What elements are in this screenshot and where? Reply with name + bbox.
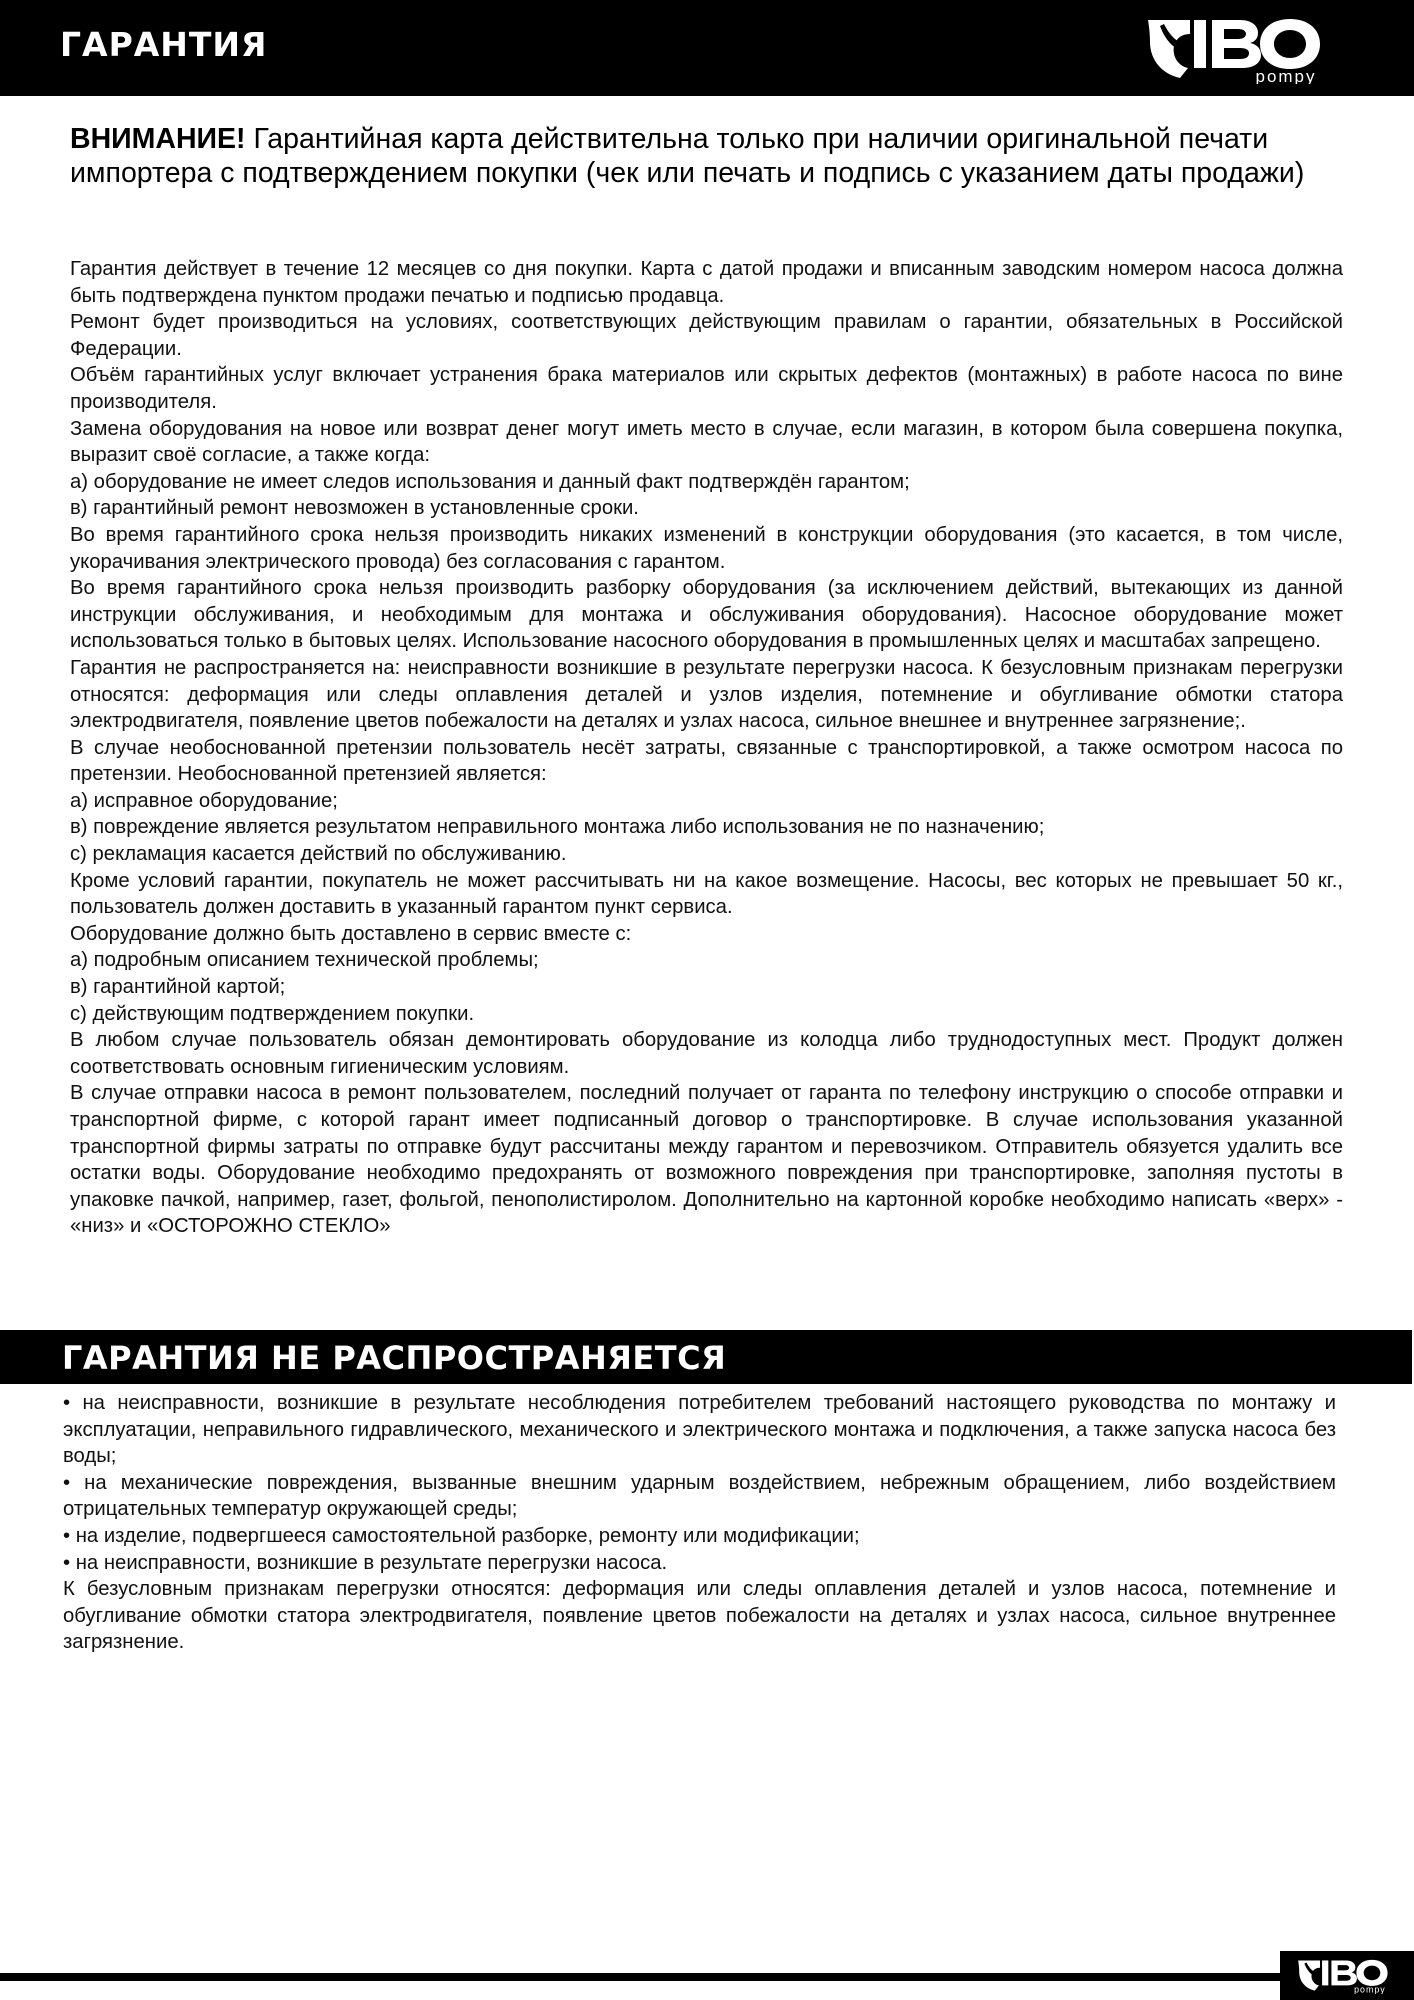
warranty-notice: [70, 122, 1340, 190]
exclusions-list: [63, 1390, 1336, 1656]
footer-ibo-logo: [1294, 1956, 1398, 1994]
warranty-paragraph: Гарантия действует в течение 12 месяцев со дня покупки. Карта с датой продажи и вписанным заводским номером насоса должна быть подтверждена пунктом продажи печатью и подписью продавца.: [70, 258, 1343, 307]
warranty-paragraph: Замена оборудования на новое или возврат денег могут иметь место в случае, если магазин, в котором была совершена покупка, выразит своё согласие, а также когда:: [70, 417, 1343, 467]
warranty-paragraph: Объём гарантийных услуг включает устранения брака материалов или скрытых дефектов (монтажных) в работе насоса по вине производителя.: [70, 364, 1343, 413]
warranty-paragraph: в) повреждение является результатом неправильного монтажа либо использования не по назначению;: [70, 816, 1045, 839]
exclusion-item: • на механические повреждения, вызванные внешним ударным воздействием, небрежным обращением, либо воздействием отрицательных температур окружающей среды;: [63, 1471, 1336, 1521]
warranty-terms: [70, 256, 1343, 1240]
warranty-paragraph: Ремонт будет производиться на условиях, соответствующих действующим правилам о гарантии, обязательных в Российской Федерации.: [70, 311, 1343, 360]
warranty-paragraph: а) исправное оборудование;: [70, 789, 338, 812]
footer-rule: [0, 1973, 1414, 1981]
warranty-paragraph: Оборудование должно быть доставлено в сервис вместе с:: [70, 922, 632, 945]
warranty-paragraph: Кроме условий гарантии, покупатель не может рассчитывать ни на какое возмещение. Насосы, вес которых не превышает 50 кг., пользователь должен доставить в указанный гарантом пункт сервиса.: [70, 869, 1343, 919]
warranty-paragraph: в) гарантийной картой;: [70, 976, 286, 999]
exclusion-item: • на изделие, подвергшееся самостоятельной разборке, ремонту или модификации;: [63, 1524, 860, 1547]
warranty-paragraph: с) рекламация касается действий по обслуживанию.: [70, 843, 567, 866]
warranty-paragraph: в) гарантийный ремонт невозможен в установленные сроки.: [70, 497, 639, 520]
exclusion-item: • на неисправности, возникшие в результате перегрузки насоса.: [63, 1551, 668, 1574]
footer-logo-box: [1280, 1951, 1414, 2000]
footer-logo-subtext: pompy: [1354, 1984, 1386, 1994]
warranty-paragraph: а) оборудование не имеет следов использования и данный факт подтверждён гарантом;: [70, 470, 910, 493]
section-title: ГАРАНТИЯ НЕ РАСПРОСТРАНЯЕТСЯ: [62, 1339, 727, 1377]
warranty-paragraph: В случае отправки насоса в ремонт пользователем, последний получает от гаранта по телефону инструкцию о способе отправки и транспортной фирме, с которой гарант имеет подписанный договор о транспортировке. В случае использования указанной транспортной фирмы затраты по отправке будут рассчитаны между гарантом и перевозчиком. Отправитель обязуется удалить все остатки воды. Оборудование необходимо предохранять от возможного повреждения при транспортировке, заполняя пустоты в упаковке пачкой, например, газет, фольгой, пенополистиролом. Дополнительно на картонной коробке необходимо написать «верх» - «низ» и «ОСТОРОЖНО СТЕКЛО»: [70, 1082, 1343, 1238]
warranty-paragraph: Во время гарантийного срока нельзя производить никаких изменений в конструкции оборудования (это касается, в том числе, укорачивания электрического провода) без согласования с гарантом.: [70, 523, 1343, 573]
exclusion-item: К безусловным признакам перегрузки относятся: деформация или следы оплавления деталей и узлов насоса, потемнение и обугливание обмотки статора электродвигателя, появление цветов побежалости на деталях и узлах насоса, сильное внутреннее загрязнение.: [63, 1578, 1336, 1654]
warranty-paragraph: Гарантия не распространяется на: неисправности возникшие в результате перегрузки насоса. К безусловным признакам перегрузки относятся: деформация или следы оплавления деталей и узлов изделия, потемнение и обугливание обмотки статора электродвигателя, появление цветов побежалости на деталях и узлах насоса, сильное внешнее и внутреннее загрязнение;.: [70, 656, 1343, 733]
exclusion-item: • на неисправности, возникшие в результате несоблюдения потребителем требований настоящего руководства по монтажу и эксплуатации, неправильного гидравлического, механического и электрического монтажа и подключения, а также запуска насоса без воды;: [63, 1392, 1336, 1468]
warranty-paragraph: с) действующим подтверждением покупки.: [70, 1002, 475, 1025]
logo-subtext: pompy: [1255, 67, 1317, 84]
ibo-logo: [1140, 12, 1340, 84]
warranty-paragraph: Во время гарантийного срока нельзя производить разборку оборудования (за исключением действий, вытекающих из данной инструкции обслуживания, и необходимым для монтажа и обслуживания оборудования). Насосное оборудование может использоваться только в бытовых целях. Использование насосного оборудования в промышленных целях и масштабах запрещено.: [70, 577, 1343, 653]
warranty-paragraph: а) подробным описанием технической проблемы;: [70, 949, 539, 972]
notice-text: Гарантийная карта действительна только при наличии оригинальной печати импортера с подтверждением покупки (чек или печать и подпись с указанием даты продажи): [70, 123, 1305, 189]
page-title: ГАРАНТИЯ: [60, 25, 268, 64]
warranty-paragraph: В любом случае пользователь обязан демонтировать оборудование из колодца либо труднодоступных мест. Продукт должен соответствовать основным гигиеническим условиям.: [70, 1029, 1343, 1078]
header-bar: [0, 0, 1414, 96]
notice-label: ВНИМАНИЕ!: [70, 123, 246, 155]
section-header-bar: [0, 1330, 1412, 1384]
warranty-paragraph: В случае необоснованной претензии пользователь несёт затраты, связанные с транспортировкой, а также осмотром насоса по претензии. Необоснованной претензией является:: [70, 736, 1343, 786]
